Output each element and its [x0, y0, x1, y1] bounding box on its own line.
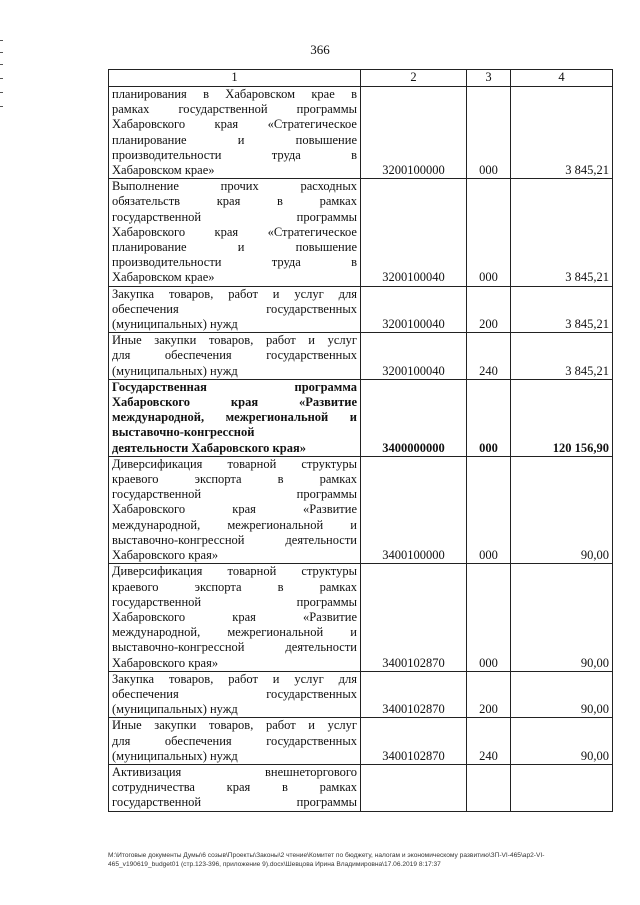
row-description — [109, 564, 361, 671]
table-row — [109, 333, 613, 380]
description-line: Хабаровского края «Стратегическое — [112, 117, 357, 132]
description-line: Иные закупки товаров, работ и услуг — [112, 333, 357, 348]
row-sum — [511, 764, 613, 811]
table-row — [109, 671, 613, 718]
description-line: государственной программы — [112, 594, 357, 609]
row-code: 3200100040 — [361, 333, 467, 380]
row-description — [109, 671, 361, 718]
header-col-4: 4 — [511, 70, 613, 87]
table-row — [109, 286, 613, 333]
row-type: 000 — [467, 564, 511, 671]
description-line: планирования в Хабаровском крае в — [112, 87, 357, 101]
description-line: деятельности Хабаровского края» — [112, 440, 306, 455]
row-type: 000 — [467, 87, 511, 179]
table-row — [109, 379, 613, 456]
row-sum: 3 845,21 — [511, 179, 613, 286]
description-line-last: Хабаровском крае» — [112, 270, 215, 285]
table-row — [109, 718, 613, 765]
description-line-last: (муниципальных) нужд — [112, 317, 238, 332]
row-description — [109, 87, 361, 179]
row-code: 3400102870 — [361, 671, 467, 718]
description-line: международной, межрегиональной и — [112, 625, 357, 640]
row-sum: 90,00 — [511, 718, 613, 765]
row-description — [109, 764, 361, 811]
description-line: краевого экспорта в рамках — [112, 579, 357, 594]
page-number: 366 — [310, 42, 330, 57]
description-line: обязательств края в рамках — [112, 194, 357, 209]
row-sum: 90,00 — [511, 456, 613, 563]
description-line: государственной программы — [112, 795, 357, 810]
description-line: планирование и повышение — [112, 240, 357, 255]
description-line-last: Хабаровском крае» — [112, 163, 215, 178]
description-line: краевого экспорта в рамках — [112, 472, 357, 487]
header-col-3: 3 — [467, 70, 511, 87]
row-sum: 3 845,21 — [511, 333, 613, 380]
description-line-last: (муниципальных) нужд — [112, 702, 238, 717]
description-line: для обеспечения государственных — [112, 348, 357, 363]
description-line: Государственная программа — [112, 379, 357, 394]
row-type: 240 — [467, 333, 511, 380]
row-description — [109, 718, 361, 765]
description-line: международной, межрегиональной и — [112, 517, 357, 532]
row-code: 3200100000 — [361, 87, 467, 179]
row-code: 3400000000 — [361, 379, 467, 456]
row-code: 3400102870 — [361, 718, 467, 765]
description-line: выставочно-конгрессной деятельности — [112, 532, 357, 547]
description-line-last: (муниципальных) нужд — [112, 748, 238, 763]
description-line: Диверсификация товарной структуры — [112, 564, 357, 579]
description-line: обеспечения государственных — [112, 686, 357, 701]
row-code: 3200100040 — [361, 179, 467, 286]
description-line: Хабаровского края «Развитие — [112, 395, 357, 410]
row-code — [361, 764, 467, 811]
description-line: Хабаровского края «Стратегическое — [112, 224, 357, 239]
row-sum: 90,00 — [511, 564, 613, 671]
description-line-last: (муниципальных) нужд — [112, 363, 238, 378]
scan-edge-marks — [0, 0, 4, 905]
row-description — [109, 456, 361, 563]
row-sum: 3 845,21 — [511, 286, 613, 333]
file-path-footer — [108, 851, 620, 869]
description-line: Диверсификация товарной структуры — [112, 456, 357, 471]
row-description — [109, 179, 361, 286]
row-sum: 3 845,21 — [511, 87, 613, 179]
row-sum: 90,00 — [511, 671, 613, 718]
table-row — [109, 456, 613, 563]
description-line: выставочно-конгрессной — [112, 425, 255, 440]
row-type: 240 — [467, 718, 511, 765]
description-line: выставочно-конгрессной деятельности — [112, 640, 357, 655]
row-type — [467, 764, 511, 811]
row-type: 000 — [467, 379, 511, 456]
row-description — [109, 333, 361, 380]
budget-table — [108, 69, 613, 812]
description-line: рамках государственной программы — [112, 102, 357, 117]
row-code: 3200100040 — [361, 286, 467, 333]
header-col-2: 2 — [361, 70, 467, 87]
description-line: Закупка товаров, работ и услуг для — [112, 671, 357, 686]
footer-line-2: 465_v190619_budget01 (стр.123-396, приложение 9).docx\Шевцова Ирина Владимировна\17.06.2019 8:17:37 — [108, 861, 441, 868]
description-line: для обеспечения государственных — [112, 733, 357, 748]
row-sum: 120 156,90 — [511, 379, 613, 456]
description-line: Хабаровского края «Развитие — [112, 502, 357, 517]
description-line: планирование и повышение — [112, 132, 357, 147]
table-row — [109, 179, 613, 286]
description-line: Закупка товаров, работ и услуг для — [112, 286, 357, 301]
description-line: производительности труда в — [112, 147, 357, 162]
description-line: Активизация внешнеторгового — [112, 764, 357, 779]
table-row — [109, 87, 613, 179]
description-line: Хабаровского края «Развитие — [112, 609, 357, 624]
row-code: 3400100000 — [361, 456, 467, 563]
row-type: 000 — [467, 179, 511, 286]
description-line: обеспечения государственных — [112, 301, 357, 316]
description-line: сотрудничества края в рамках — [112, 780, 357, 795]
table-row — [109, 564, 613, 671]
description-line-last: Хабаровского края» — [112, 655, 219, 670]
description-line: международной, межрегиональной и — [112, 410, 357, 425]
row-type: 200 — [467, 671, 511, 718]
row-description — [109, 286, 361, 333]
description-line: производительности труда в — [112, 255, 357, 270]
row-type: 200 — [467, 286, 511, 333]
description-line: Иные закупки товаров, работ и услуг — [112, 718, 357, 733]
row-code: 3400102870 — [361, 564, 467, 671]
header-col-1: 1 — [109, 70, 361, 87]
description-line-last: Хабаровского края» — [112, 548, 219, 563]
description-line: государственной программы — [112, 209, 357, 224]
row-description — [109, 379, 361, 456]
footer-line-1: М:\Итоговые документы Думы\6 созыв\Проекты\Законы\2 чтение\Комитет по бюджету, налогам и экономическому развитию\ЗП-VI-465\ap2-VI- — [108, 852, 545, 859]
table-header-row — [109, 70, 613, 87]
row-type: 000 — [467, 456, 511, 563]
table-row — [109, 764, 613, 811]
description-line: государственной программы — [112, 487, 357, 502]
description-line: Выполнение прочих расходных — [112, 179, 357, 194]
